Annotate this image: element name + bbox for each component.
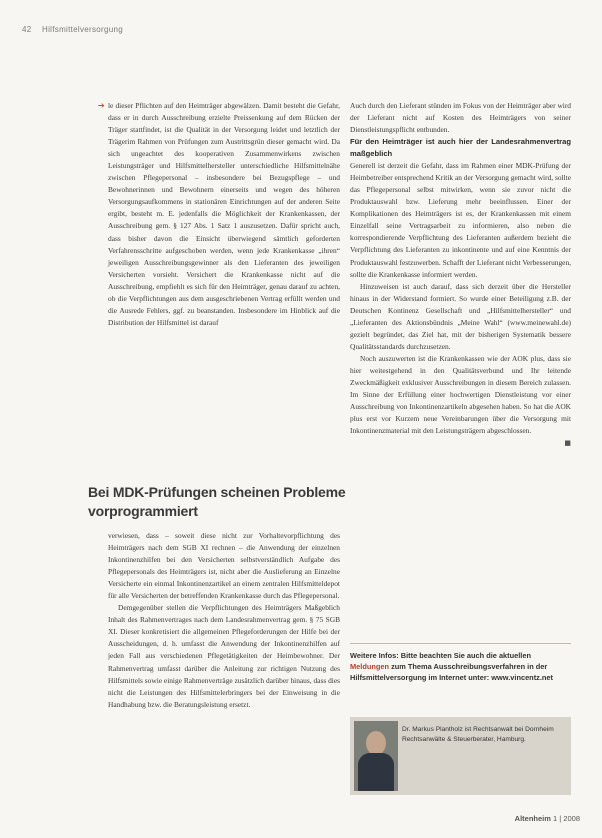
magazine-name: Altenheim: [514, 814, 551, 823]
page-number: 42: [22, 25, 32, 34]
end-mark-icon: ■: [564, 439, 571, 448]
left-column-bottom: [108, 530, 340, 711]
arrow-icon: ➔: [98, 101, 105, 110]
section-name: Hilfsmittelversorgung: [42, 25, 124, 34]
info-box: [350, 643, 571, 683]
subheading: Für den Heimträger ist auch hier der Landesrahmenvertrag maßgeblich: [350, 137, 571, 159]
body-paragraph: Noch auszuwerten ist die Krankenkassen wie der AOK plus, dass sie hier weitestgehend in den Qualitätsverbund und Ihr leitende Zweckmäßigkeit exklusiver Ausschreibungen in diesem Bereich zulassen. Im Sinne der Erfüllung einer hochwertigen Dienstleistung vor einer Ausschreibung von Inkontinenzartikeln abgesehen haben. So hat die AOK plus erst vor Kurzem neue Vereinbarungen über die Versorgung mit Inkontinenzmaterial mit den Leistungsträgern abgeschlossen.: [350, 353, 571, 436]
body-paragraph: le dieser Pflichten auf den Heimträger abgewälzen. Damit besteht die Gefahr, dass er in durch Ausschreibung erzielte Preissenkung auf dem Rücken der Träger stattfindet, ist die Qualität in der Versorgung leidet und letztlich der Trägerim Rahmen von Prüfungen zum Austrittsgrün dieser gemacht wird. Da sich ungeachtet des kooperativen Zusammenwirkens zwischen Leistungsträger und Hilfsmittelhersteller unterschiedliche Hilfsmittelnähe zwischen Pflegepersonal – insbesondere bei Bezugspflege – und Bewohnerinnen und Bewohnern einerseits und wegen des höheren Versorgungsaufkommens in stationären Einrichtungen auf der anderen Seite ergibt, besteht m. E. jedenfalls die Möglichkeit der Krankenkassen, der Ausschreibung gem. § 127 Abs. 1 Satz 1 auszusetzen. Dafür spricht auch, dass bisher davon die Einsicht überwiegend sämtlich geforderten Verfahrensschritte aufgeschoben werden, wenn jede Krankenkasse „ihren“ jeweiligen Ausschreibungsgewinner als den Lieferanten des jeweiligen Versicherten vorsieht. Versichert die Krankenkasse nicht auf die Ausschreibung, empfiehlt es sich für den Heimträger, genau darauf zu achten, ob die Verpflichtungen aus dem ausgeschriebenen Vertrag erfüllt werden und die Ausrede Fehlers, ggf. zu beanstanden. Insbesondere im Hinblick auf die Distribution der Hilfsmittel ist darauf: [108, 101, 340, 327]
page-header: [22, 25, 123, 34]
body-paragraph: Demgegenüber stellen die Verpflichtungen des Heimträgers Maßgeblich Inhalt des Rahmenvertrages nach dem Landesrahmenvertrag gem. § 75 SGB XI. Dieser konkretisiert die allgemeinen Pflegeforderungen der Hilfe bei der Ausscheidungen, d. h. umfasst die Anwendung der Inkontinenzhilfen auf jeden Fall aus verschiedenen Pflegetätigkeiten der Heimbewohner. Der Rahmenvertrag umfasst darüber die Anleitung zur richtigen Nutzung des Hilfsmittels sowie einige Rahmenverträge zusätzlich darüber hinaus, dass dies nicht die Leistungen des Hilfsmittelerbringers bei der Einweisung in die Handhabung bzw. die Beratungsleistung ersetzt.: [108, 603, 340, 709]
author-bio: Dr. Markus Plantholz ist Rechtsanwalt bei Dornheim Rechtsanwälte & Steuerberater, Hamburg.: [402, 726, 554, 743]
info-link[interactable]: Meldungen: [350, 662, 390, 671]
section-heading: Bei MDK-Prüfungen scheinen Probleme vorprogrammiert: [88, 484, 346, 519]
author-photo: [354, 721, 398, 791]
info-text-prefix: Weitere Infos: Bitte beachten Sie auch die aktuellen: [350, 651, 531, 660]
right-column: [350, 100, 571, 449]
body-paragraph: Auch durch den Lieferant stünden im Fokus von der Heimträger aber wird der Lieferant nicht auf Kosten des Heimträgers von seiner Dienstleistungspflicht entbunden.: [350, 101, 571, 135]
author-box: [350, 717, 571, 795]
left-column-top: [98, 100, 340, 329]
author-body-shape: [358, 753, 394, 791]
body-paragraph: Hinzuweisen ist auch darauf, dass sich derzeit über die Hersteller hinaus in der Widerstand formiert. So wurde einer Beteiligung z.B. der Deutschen Kontinenz Gesellschaft und „Hilfsmittelhersteller“ und „Lieferanten des Aktionsbündnis „Meine Wahl“ (www.meinewahl.de) gezielt begründet, das Ziel hat, mit der bisherigen Systematik bessere Qualitätsstandards durchzusetzen.: [350, 281, 571, 351]
body-paragraph: verwiesen, dass – soweit diese nicht zur Vorhaltevorpflichtung des Heimträgers nach dem SGB XI rechnen – die Anwendung der einzelnen Inkontinenzhilfen bei den Versicherten selbstverständlich Aufgabe des Pflegepersonals des Heimträgers ist, nicht aber die Auslieferung an Einzelne Versicherte ein einmal Inkontinenzartikel an einem zentralen Hilfsmitteldepot für alle Versicherten der betreffenden Krankenkasse durch das Pflegepersonal.: [108, 531, 340, 601]
author-head-shape: [366, 731, 386, 755]
issue-number: 1 | 2008: [553, 814, 580, 823]
info-text-suffix: zum Thema Ausschreibungsverfahren in der Hilfsmittelversorgung im Internet unter: www.vincentz.net: [350, 662, 553, 682]
page-footer: [515, 814, 580, 823]
body-paragraph: Generell ist derzeit die Gefahr, dass im Rahmen einer MDK-Prüfung der Heimbetreiber entsprechend Kritik an der Versorgung gemacht wird, sollte das Pflegepersonal selbst mitwirken, wenn sie zuvor nicht die Produktauswahl bzw. Lieferung mehr beeinflussen. Einer der Komplikationen des Heimträgers ist es, der Krankenkassen mit einem Einzelfall seine Vertragsarbeit zu informieren, also neben die korrespondierende Verpflichtung des Lieferanten außerdem bezieht die Verpflichtung des Lieferanten zu inkontinente und auf eine Kenntnis der Produktauswahl festzuwerben. Schafft der Lieferant nicht Verbesserungen, sollte die Krankenkasse informiert werden.: [350, 161, 571, 279]
